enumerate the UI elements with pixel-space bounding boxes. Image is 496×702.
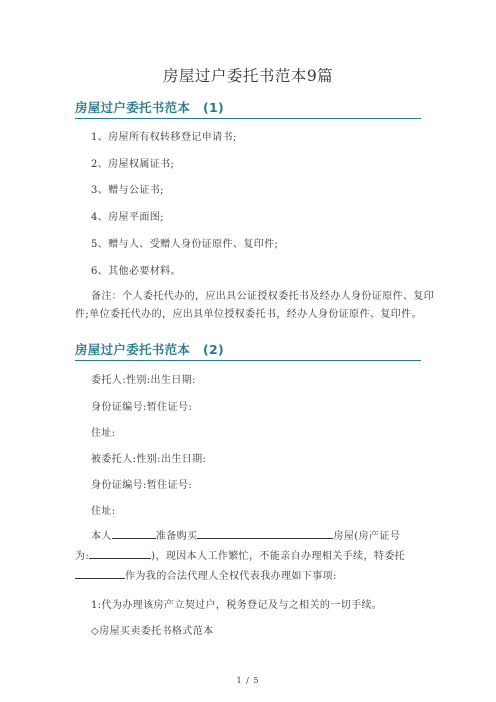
fill-blank xyxy=(197,528,333,539)
note-line-1: 备注：个人委托代办的，应出具公证授权委托书及经办人身份证原件、复印 xyxy=(91,291,435,302)
paragraph-line-3 xyxy=(75,567,337,582)
note-line-2: 件;单位委托代办的，应出具单位授权委托书，经办人身份证原件、复印件。 xyxy=(75,309,422,320)
paragraph-text: 准备购买 xyxy=(155,531,198,542)
form-field-line: 身份证编号:暂住证号: xyxy=(91,480,193,491)
form-field-line: 被委托人:性别:出生日期: xyxy=(91,454,207,465)
section-heading-1: 房屋过户委托书范本 (1) xyxy=(75,98,421,119)
form-field-line: 身份证编号:暂住证号: xyxy=(91,402,193,413)
document-title: 房屋过户委托书范本9篇 xyxy=(162,67,334,85)
fill-blank xyxy=(112,528,156,539)
list-item: 1:代为办理该房产立契过户，税务登记及与之相关的一切手续。 xyxy=(91,600,383,611)
list-item: 5、赠与人、受赠人身份证原件、复印件; xyxy=(91,239,279,250)
list-item: 6、其他必要材料。 xyxy=(91,266,181,277)
list-item: 1、房屋所有权转移登记申请书; xyxy=(91,132,237,143)
paragraph-line-1 xyxy=(91,527,400,542)
form-field-line: 委托人:性别:出生日期: xyxy=(91,375,196,386)
list-item: ◇房屋买卖委托书格式范本 xyxy=(91,626,214,637)
list-item: 2、房屋权属证书; xyxy=(91,159,175,170)
section-heading-2: 房屋过户委托书范本 (2) xyxy=(75,340,421,361)
form-field-line: 住址: xyxy=(91,428,116,439)
list-item: 4、房屋平面图; xyxy=(91,212,164,223)
page-indicator: 1 / 5 xyxy=(236,676,260,685)
fill-blank xyxy=(75,568,125,579)
paragraph-text: 房屋(房产证号 xyxy=(333,531,401,542)
paragraph-text: 作为我的合法代理人全权代表我办理如下事项: xyxy=(125,571,337,582)
paragraph-text: 为: xyxy=(75,551,90,562)
form-field-line: 住址: xyxy=(91,506,116,517)
list-item: 3、赠与公证书; xyxy=(91,185,164,196)
paragraph-text: )，现因本人工作繁忙，不能亲自办理相关手续，特委托 xyxy=(151,551,406,562)
fill-blank xyxy=(89,548,151,559)
paragraph-line-2 xyxy=(75,547,405,562)
paragraph-text: 本人 xyxy=(91,531,112,542)
